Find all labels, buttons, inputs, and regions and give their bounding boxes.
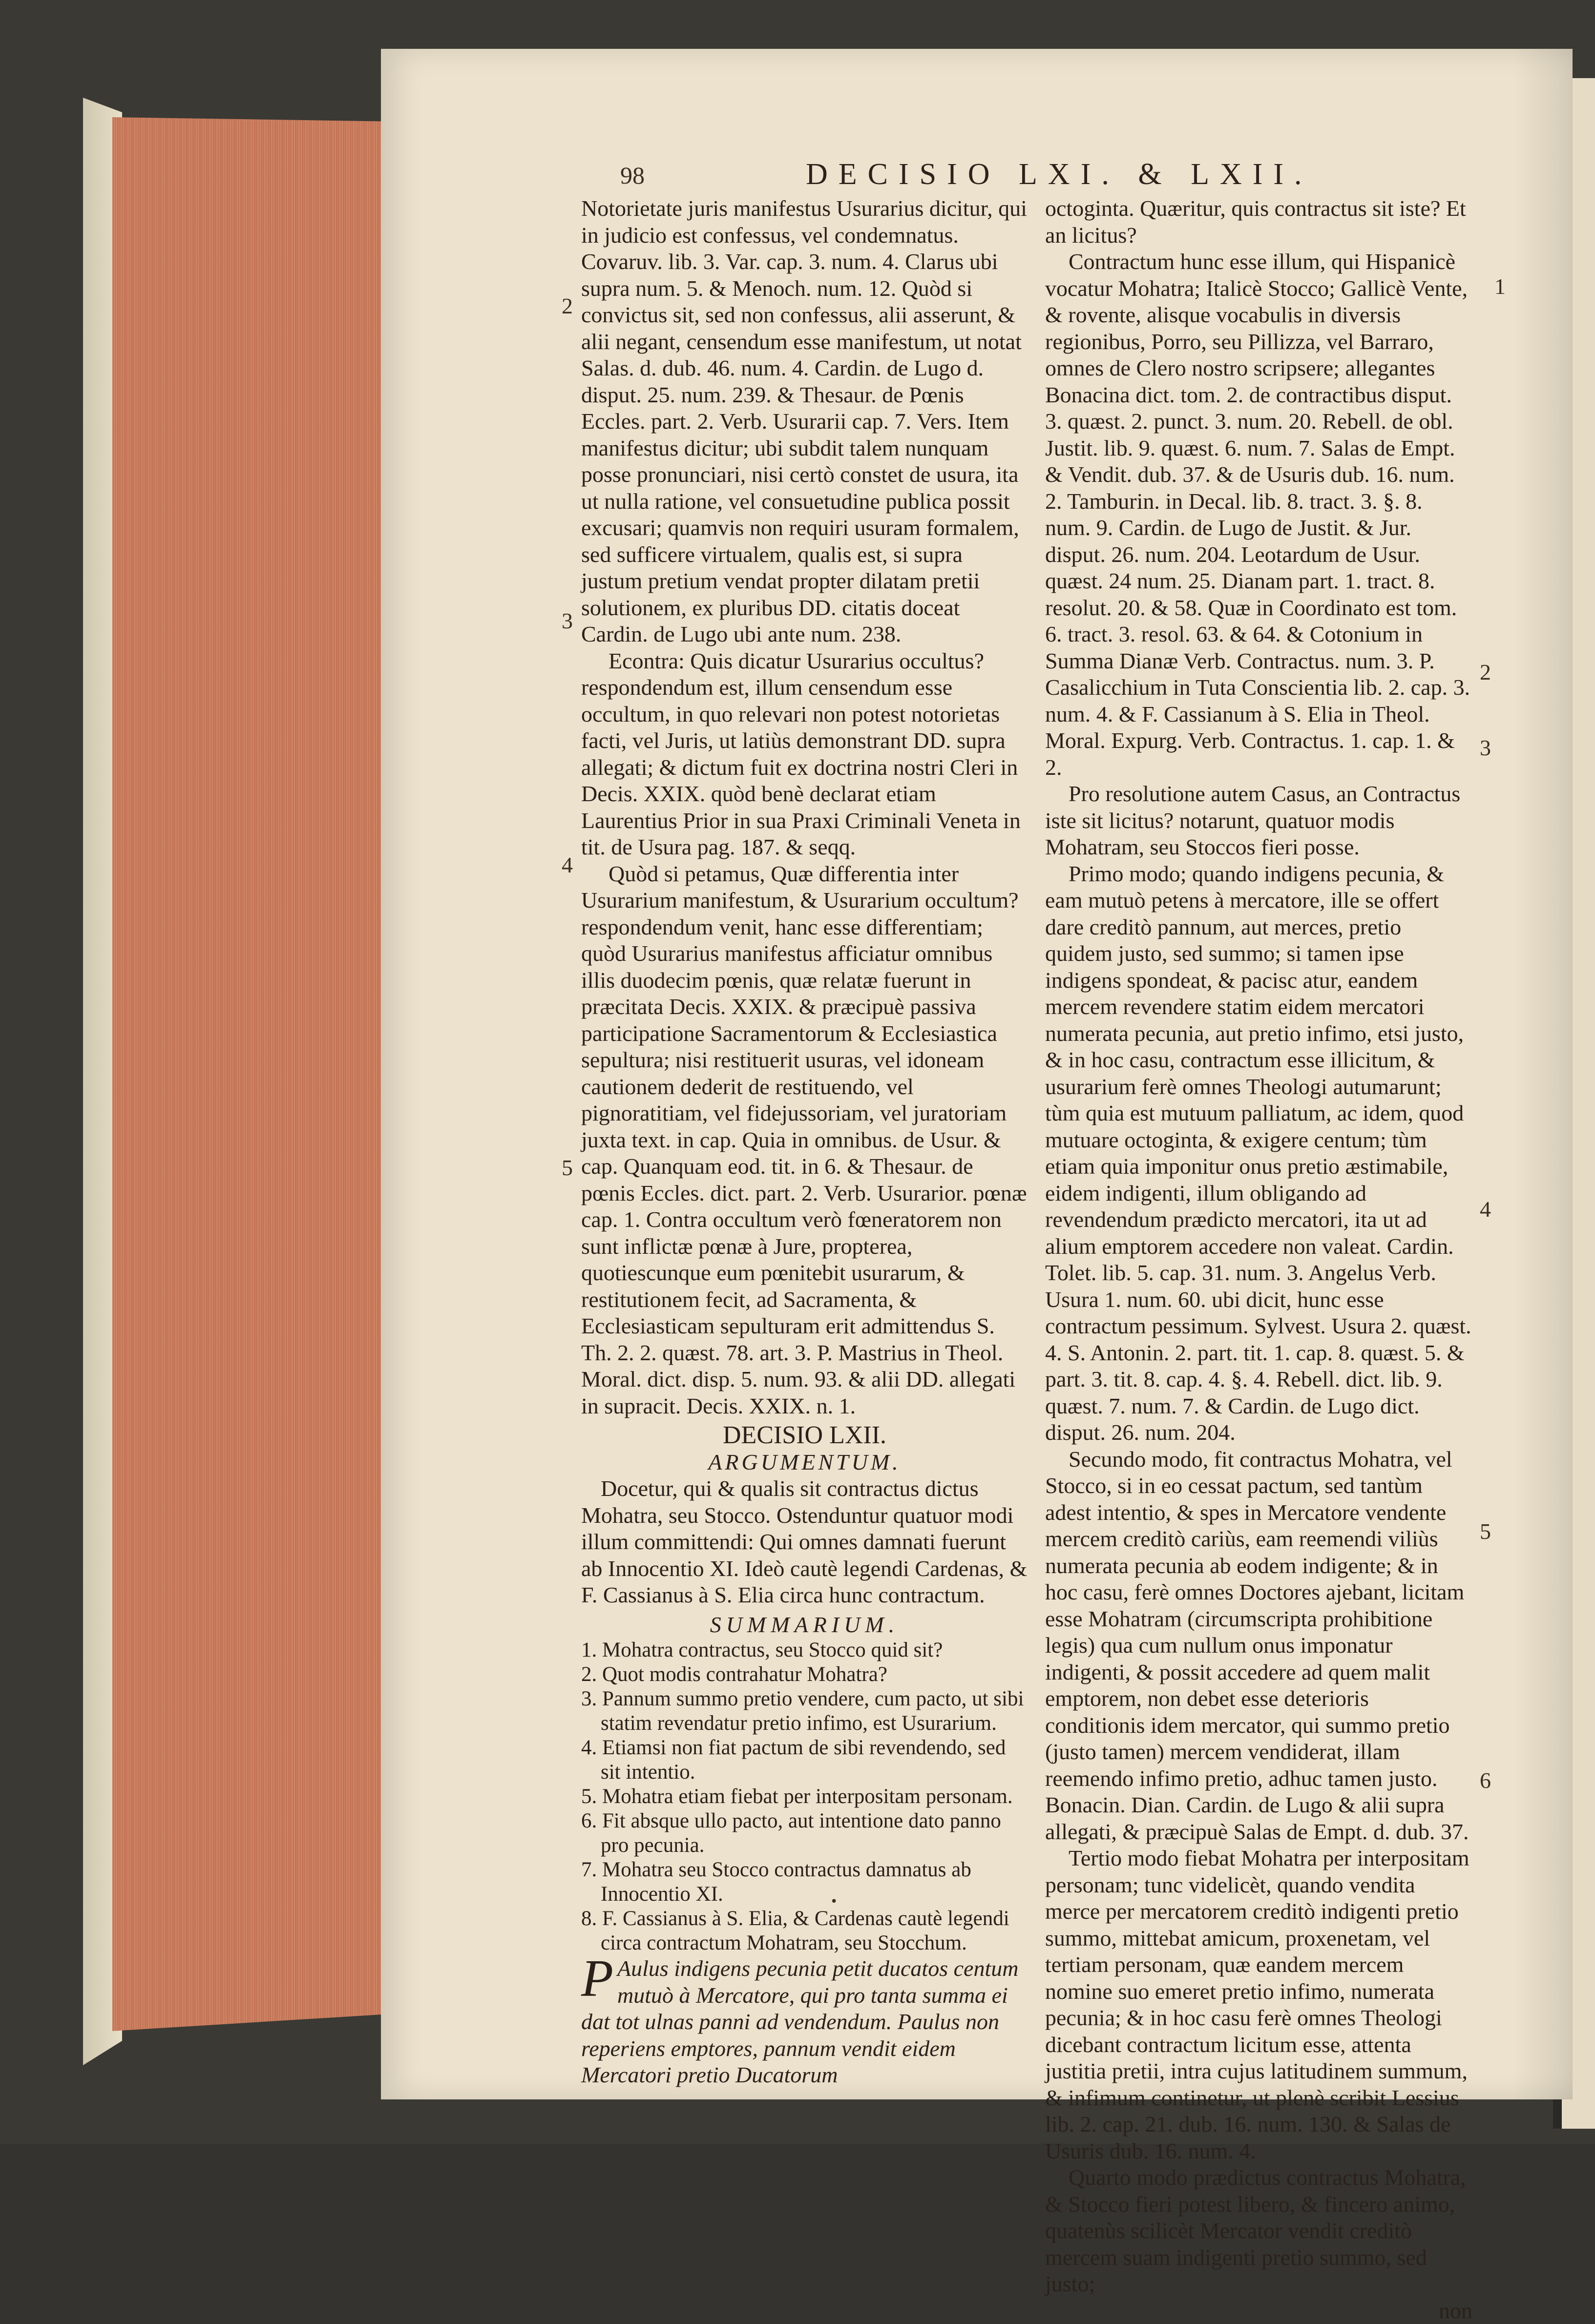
paragraph: Quòd si petamus, Quæ differentia inter Usurarium manifestum, & Usurarium occultum? respondendum venit, hanc esse differentiam; quòd Usurarius manifestus afficiatur omnibus illis duodecim pœnis, quæ relatæ fuerunt in præcitata Decis. XXIX. & præcipuè passiva participatione Sacramentorum & Ecclesiastica sepultura; nisi restituerit usuras, vel idoneam cautionem dederit de restituendo, vel pignoratitiam, vel fidejussoriam, vel juratoriam juxta text. in cap. Quia in omnibus. de Usur. & cap. Quanquam eod. tit. in 6. & Thesaur. de pœnis Eccles. dict. part. 2. Verb. Usurarior. pœnæ cap. 1. Contra occultum verò fœneratorem non sunt inflictæ pœnæ à Jure, propterea, quotiescunque eum pœnitebit usurarum, & restitutionem fecit, ad Sacramenta, & Ecclesiasticam sepulturam erit admittendus S. Th. 2. 2. quæst. 78. art. 3. P. Mastrius in Theol. Moral. dict. disp. 5. num. 93. & alii DD. allegati in supracit. Decis. XXIX. n. 1. (581, 861, 1028, 1420)
summary-item: 6. Fit absque ullo pacto, aut intentione dato panno pro pecunia. (581, 1809, 1028, 1858)
margin-number: 6 (1480, 1767, 1491, 1793)
margin-number: 3 (1480, 735, 1491, 761)
section-title: DECISIO LXII. (581, 1422, 1028, 1449)
summary-item: 4. Etiamsi non fiat pactum de sibi revendendo, sed sit intentio. (581, 1736, 1028, 1784)
case-paragraph (581, 1955, 1028, 2089)
left-column (581, 195, 1028, 1902)
margin-number: 5 (562, 1155, 573, 1181)
paragraph: Contractum hunc esse illum, qui Hispanicè vocatur Mohatra; Italicè Stocco; Gallicè Vente, & rovente, alisque vocabulis in diversis regionibus, Porro, seu Pillizza, vel Barraro, omnes de Clero nostro scripsere; allegantes Bonacina dict. tom. 2. de contractibus disput. 3. quæst. 2. punct. 3. num. 20. Rebell. de obl. Justit. lib. 9. quæst. 6. num. 7. Salas de Empt. & Vendit. dub. 37. & de Usuris dub. 16. num. 2. Tamburin. in Decal. lib. 8. tract. 3. §. 8. num. 9. Cardin. de Lugo de Justit. & Jur. disput. 26. num. 204. Leotardum de Usur. quæst. 24 num. 25. Dianam part. 1. tract. 8. resolut. 20. & 58. Quæ in Coordinato est tom. 6. tract. 3. resol. 63. & 64. & Cotonium in Summa Dianæ Verb. Contractus. num. 3. P. Casalicchium in Tuta Conscientia lib. 2. cap. 3. num. 4. & F. Cassianum à S. Elia in Theol. Moral. Expurg. Verb. Contractus. 1. cap. 1. & 2. (1045, 249, 1472, 781)
paragraph: octoginta. Quæritur, quis contractus sit iste? Et an licitus? (1045, 195, 1472, 249)
summary-item: 7. Mohatra seu Stocco contractus damnatus ab Innocentio XI. (581, 1858, 1028, 1907)
paragraph: Quarto modo prædictus contractus Mohatra, & Stocco fieri potest libero, & fincero animo, quatenùs scilicèt Mercator vendit creditò mercem suam indigenti pretio summo, sed justo; (1045, 2164, 1472, 2298)
summary-list (581, 1638, 1028, 1955)
signature-mark: • (830, 1894, 838, 1909)
running-title: DECISIO LXI. & LXII. (806, 157, 1313, 192)
case-text: Aulus indigens pecunia petit ducatos centum mutuò à Mercatore, qui pro tanta summa ei dat tot ulnas panni ad vendendum. Paulus non reperiens emptores, pannum vendit eidem Mercatori pretio Ducatorum (581, 1956, 1018, 2087)
margin-number: 4 (562, 852, 573, 878)
paragraph: Primo modo; quando indigens pecunia, & eam mutuò petens à mercatore, ille se offert dare creditò pannum, aut merces, pretio quidem justo, sed summo; si tamen ipse indigens spondeat, & pacisc atur, eandem mercem revendere statim eidem mercatori numerata pecunia, aut pretio infimo, etsi justo, & in hoc casu, contractum esse illicitum, & usurarium ferè omnes Theologi autumarunt; tùm quia est mutuum palliatum, ac idem, quod mutuare octoginta, & exigere centum; tùm etiam quia imponitur onus pretio æstimabile, eidem indigenti, illum obligando ad revendendum prædicto mercatori, ita ut ad alium emptorem accedere non valeat. Cardin. Tolet. lib. 5. cap. 31. num. 3. Angelus Verb. Usura 1. num. 60. ubi dicit, hunc esse contractum pessimum. Sylvest. Usura 2. quæst. 4. S. Antonin. 2. part. tit. 1. cap. 8. quæst. 5. & part. 3. tit. 8. cap. 4. §. 4. Rebell. dict. lib. 9. quæst. 7. num. 7. & Cardin. de Lugo dict. disput. 26. num. 204. (1045, 861, 1472, 1446)
margin-number: 3 (562, 608, 573, 634)
margin-number: 4 (1480, 1196, 1491, 1222)
paragraph: Secundo modo, fit contractus Mohatra, vel Stocco, si in eo cessat pactum, sed tantùm adest intentio, & spes in Mercatore vendente mercem creditò cariùs, eam reemendi viliùs numerata pecunia ab eodem indigente; & in hoc casu, ferè omnes Doctores ajebant, licitam esse Mohatram (circumscripta prohibitione legis) qua cum nullum onus imponatur indigenti, & possit accedere ad quem malit emptorem, non debet esse deterioris conditionis idem mercator, qui summo pretio (justo tamen) mercem vendiderat, illam reemendo infimo pretio, adhuc tamen justo. Bonacin. Dian. Cardin. de Lugo & alii supra allegati, & præcipuè Salas de Empt. d. dub. 37. (1045, 1446, 1472, 1846)
summary-item: 2. Quot modis contrahatur Mohatra? (581, 1662, 1028, 1687)
catchword: non (1045, 2298, 1472, 2324)
margin-number: 2 (1480, 659, 1491, 685)
drop-cap: P (581, 1956, 617, 2001)
summary-item: 5. Mohatra etiam fiebat per interpositam personam. (581, 1784, 1028, 1809)
paragraph: Econtra: Quis dicatur Usurarius occultus? respondendum est, illum censendum esse occultum, in quo relevari non potest notorietas facti, vel Juris, ut latiùs demonstrant DD. supra allegati; & dictum fuit ex doctrina nostri Cleri in Decis. XXIX. quòd benè declarat etiam Laurentius Prior in sua Praxi Criminali Veneta in tit. de Usura pag. 187. & seqq. (581, 648, 1028, 861)
summary-item: 1. Mohatra contractus, seu Stocco quid sit? (581, 1638, 1028, 1662)
argument-heading: ARGUMENTUM. (581, 1449, 1028, 1476)
margin-number: 1 (1494, 273, 1506, 299)
page-number: 98 (620, 161, 645, 189)
right-column (1045, 195, 1472, 1899)
summary-heading: SUMMARIUM. (581, 1612, 1028, 1639)
argument-text: Docetur, qui & qualis sit contractus dictus Mohatra, seu Stocco. Ostenduntur quatuor modi illum committendi: Qui omnes damnati fuerunt ab Innocentio XI. Ideò cautè legendi Cardenas, & F. Cassianus à S. Elia circa hunc contractum. (581, 1475, 1028, 1609)
paragraph: Pro resolutione autem Casus, an Contractus iste sit licitus? notarunt, quatuor modis Mohatram, seu Stoccos fieri posse. (1045, 781, 1472, 861)
summary-item: 8. F. Cassianus à S. Elia, & Cardenas cautè legendi circa contractum Mohatram, seu Stocchum. (581, 1907, 1028, 1955)
margin-number: 2 (562, 293, 573, 319)
paragraph: Notorietate juris manifestus Usurarius dicitur, qui in judicio est confessus, vel condemnatus. Covaruv. lib. 3. Var. cap. 3. num. 4. Clarus ubi supra num. 5. & Menoch. num. 12. Quòd si convictus sit, sed non confessus, alii asserunt, & alii negant, censendum esse manifestum, ut notat Salas. d. dub. 46. num. 4. Cardin. de Lugo d. disput. 25. num. 239. & Thesaur. de Pœnis Eccles. part. 2. Verb. Usurarii cap. 7. Vers. Item manifestus dicitur; ubi subdit talem nunquam posse pronunciari, nisi certò constet de usura, ita ut nulla ratione, vel consuetudine publica possit excusari; quamvis non requiri usuram formalem, sed sufficere virtualem, qualis est, si supra justum pretium vendat propter dilatam pretii solutionem, ex pluribus DD. citatis doceat Cardin. de Lugo ubi ante num. 238. (581, 195, 1028, 648)
summary-item: 3. Pannum summo pretio vendere, cum pacto, ut sibi statim revendatur pretio infimo, est Usurarium. (581, 1687, 1028, 1736)
margin-number: 5 (1480, 1518, 1491, 1544)
paragraph: Tertio modo fiebat Mohatra per interpositam personam; tunc videlicèt, quando vendita merce per mercatorem creditò indigenti pretio summo, mittebat amicum, proxenetam, vel tertiam personam, quæ eandem mercem nomine suo emeret pretio infimo, numerata pecunia; & in hoc casu ferè omnes Theologi dicebant contractum licitum esse, attenta justitia pretii, intra cujus latitudinem summum, & infimum continetur, ut plenè scribit Lessius lib. 2. cap. 21. dub. 16. num. 130. & Salas de Usuris dub. 16. num. 4. (1045, 1845, 1472, 2164)
